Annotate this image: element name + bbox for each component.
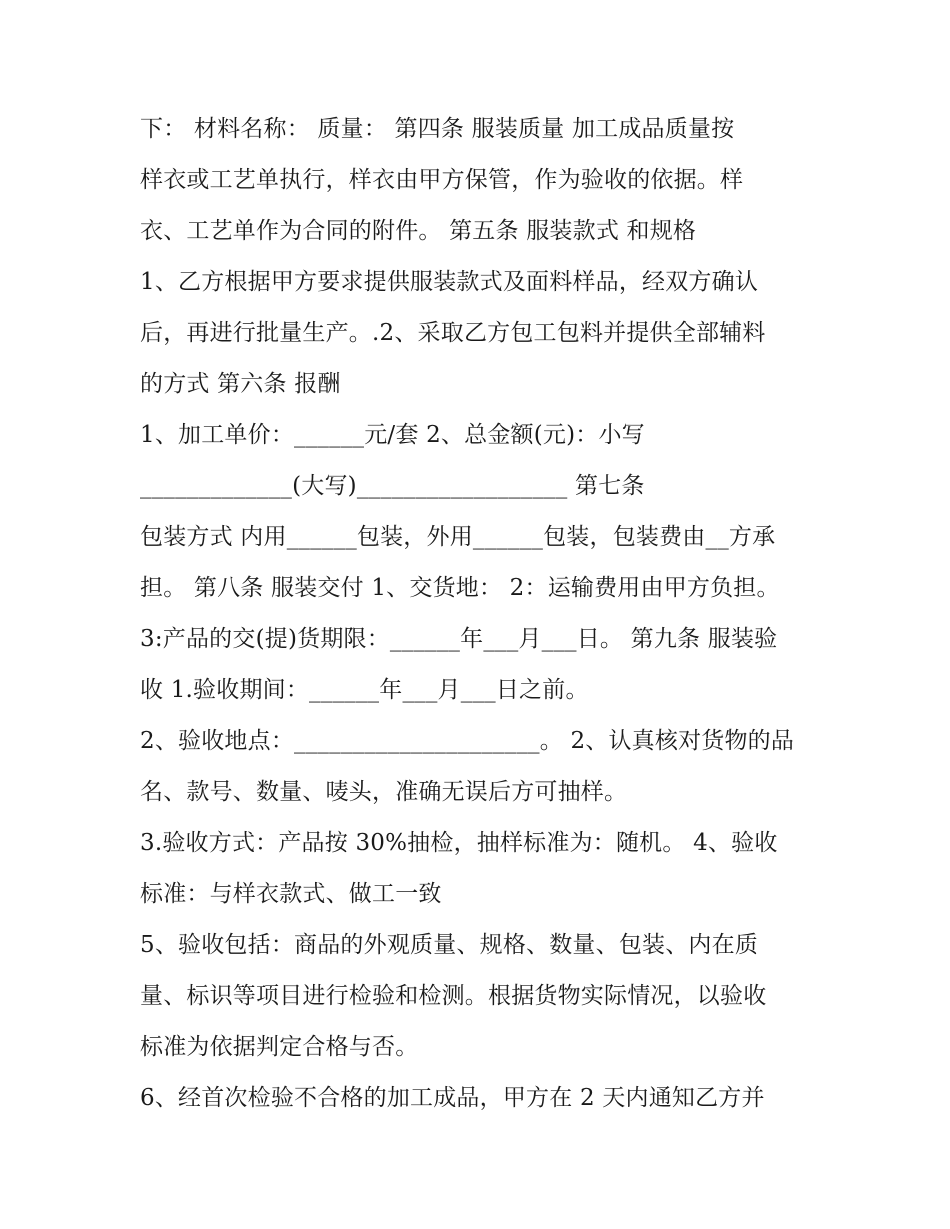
text-line: 3:产品的交(提)货期限：______年___月___日。 第九条 服装验 xyxy=(140,626,778,652)
text-line: 标准：与样衣款式、做工一致 xyxy=(140,881,442,907)
document-body xyxy=(140,104,820,1124)
text-line: 3.验收方式：产品按 30%抽检，抽样标准为：随机。 4、验收 xyxy=(140,830,778,856)
text-line: 量、标识等项目进行检验和检测。根据货物实际情况，以验收 xyxy=(140,983,767,1009)
text-line: 标准为依据判定合格与否。 xyxy=(140,1034,419,1060)
text-line: 名、款号、数量、唛头，准确无误后方可抽样。 xyxy=(140,779,628,805)
text-line: 担。 第八条 服装交付 1、交货地： 2：运输费用由甲方负担。 xyxy=(140,575,780,601)
text-line: _____________(大写)__________________ 第七条 xyxy=(140,473,645,499)
text-line: 后，再进行批量生产。.2、采取乙方包工包料并提供全部辅料 xyxy=(140,320,766,346)
text-line: 的方式 第六条 报酬 xyxy=(140,371,341,397)
text-line: 下： 材料名称： 质量： 第四条 服装质量 加工成品质量按 xyxy=(140,116,735,142)
text-line: 1、乙方根据甲方要求提供服装款式及面料样品，经双方确认 xyxy=(140,269,759,295)
text-line: 2、验收地点：_____________________。 2、认真核对货物的品 xyxy=(140,728,795,754)
text-line: 衣、工艺单作为合同的附件。 第五条 服装款式 和规格 xyxy=(140,218,697,244)
text-line: 收 1.验收期间：______年___月___日之前。 xyxy=(140,677,589,703)
text-line: 样衣或工艺单执行，样衣由甲方保管，作为验收的依据。样 xyxy=(140,167,744,193)
text-line: 6、经首次检验不合格的加工成品，甲方在 2 天内通知乙方并 xyxy=(140,1085,765,1111)
text-line: 包装方式 内用______包装，外用______包装，包装费由__方承 xyxy=(140,524,776,550)
text-line: 5、验收包括：商品的外观质量、规格、数量、包装、内在质 xyxy=(140,932,759,958)
text-line: 1、加工单价：______元/套 2、总金额(元)：小写 xyxy=(140,422,645,448)
